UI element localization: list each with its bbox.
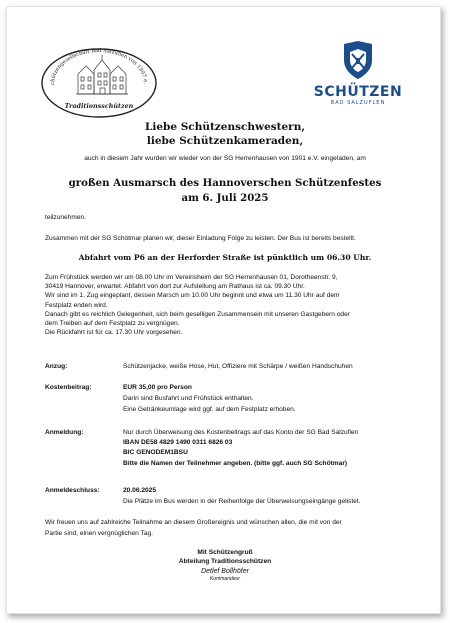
- departure-notice: Abfahrt vom P6 an der Herforder Straße ist pünktlich um 06.30 Uhr.: [78, 253, 372, 262]
- details-line: Die Rückfahrt ist für ca. 17.30 Uhr vorgesehen.: [45, 329, 183, 337]
- anmeldung-note: Bitte die Namen der Teilnehmer angeben. (bitte ggf. auch SG Schötmar): [123, 459, 348, 467]
- anmeldung-label: Anmeldung:: [45, 429, 84, 436]
- signature-block: [0, 548, 450, 583]
- event-title-2: am 6. Juli 2025: [181, 192, 269, 204]
- anmeldung-line-1: Nur durch Überweisung des Kostenbeitrags auf das Konto der SG Bad Salzuflen: [123, 429, 359, 436]
- brand-wordmark: SCHÜTZEN: [313, 84, 403, 100]
- signature-department: Abteilung Traditionsschützen: [178, 558, 272, 566]
- bic-value: BIC GENODEM1BSU: [123, 449, 188, 457]
- closing-line: Partie sind, einen vergnüglichen Tag.: [45, 529, 154, 537]
- intro-text: auch in diesem Jahr wurden wir wieder von der SG Herrenhausen von 1901 e.V. eingeladen, am: [84, 155, 366, 162]
- details-block: [45, 273, 415, 337]
- kosten-amount: EUR 35,00 pro Person: [123, 384, 192, 391]
- anmeldeschluss-label: Anmeldeschluss:: [45, 487, 100, 494]
- kosten-line-2: Darin sind Busfahrt und Frühstück enthalten.: [123, 395, 254, 403]
- schuetzen-brand-logo: [312, 40, 404, 116]
- club-seal-logo: [40, 46, 158, 118]
- greeting-line-1: Liebe Schützenschwestern,: [144, 121, 306, 133]
- svg-text:Traditionsschützen: Traditionsschützen: [64, 102, 134, 110]
- anzug-value: Schützenjacke, weiße Hose, Hut, Offiziere mit Schärpe / weißen Handschuhen: [123, 363, 353, 370]
- anzug-label: Anzug:: [45, 363, 68, 370]
- svg-text:Schützengesellschaft Bad Salzu: chützengesellschaft Bad Salzuflen von 1907 e.: [49, 47, 149, 86]
- closing-paragraph: [45, 518, 415, 539]
- teilnehmen-text: teilzunehmen.: [45, 214, 87, 221]
- shield-icon: [338, 40, 378, 80]
- closing-line: Wir freuen uns auf zahlreiche Teilnahme an diesem Großereignis und wünschen allen, die mit von der: [45, 519, 342, 526]
- anmeldeschluss-note: Die Plätze im Bus werden in der Reihenfolge der Überweisungseingänge gelistet.: [123, 498, 361, 506]
- paragraph-bus: Zusammen mit der SG Schötmar planen wir, dieser Einladung Folge zu leisten. Der Bus ist bereits bestellt.: [45, 235, 356, 242]
- details-line: Festplatz enden wird.: [45, 301, 108, 309]
- details-line: Wir sind im 1. Zug eingeplant, dessen Marsch um 10.00 Uhr beginnt und etwa um 11.30 Uhr auf dem: [45, 292, 340, 300]
- details-line: 30419 Hannover, erwartet. Abfahrt von dort zur Aufstellung am Rathaus ist ca. 09.30 Uhr.: [45, 283, 305, 291]
- details-line: Danach gibt es reichlich Gelegenheit, sich beim geselligen Zusammensein mit unseren Gastgebern oder: [45, 310, 350, 318]
- event-title-1: großen Ausmarsch des Hannoverschen Schützenfestes: [68, 177, 382, 189]
- signature-title: Kommandeur: [209, 576, 240, 583]
- kosten-label: Kostenbeitrag:: [45, 384, 92, 391]
- anmeldeschluss-date: 20.06.2025: [123, 487, 157, 494]
- details-line: dem Treiben auf dem Festplatz zu vergnügen.: [45, 320, 180, 328]
- signature-name: Detlef Bollhöfer: [201, 567, 249, 575]
- brand-subtitle: BAD SALZUFLEN: [330, 100, 386, 106]
- greeting-line-2: liebe Schützenkameraden,: [146, 135, 304, 147]
- details-line: Zum Frühstück werden wir um 08.00 Uhr im Vereinsheim der SG Herrenhausen 01, Dorotheenstr. 9,: [45, 274, 338, 281]
- kosten-line-3: Eine Getränkeumlage wird ggf. auf dem Festplatz erhoben.: [123, 406, 296, 414]
- signature-greeting: Mit Schützengruß: [197, 549, 253, 556]
- iban-value: IBAN DE58 4829 1490 0311 6826 03: [123, 439, 233, 447]
